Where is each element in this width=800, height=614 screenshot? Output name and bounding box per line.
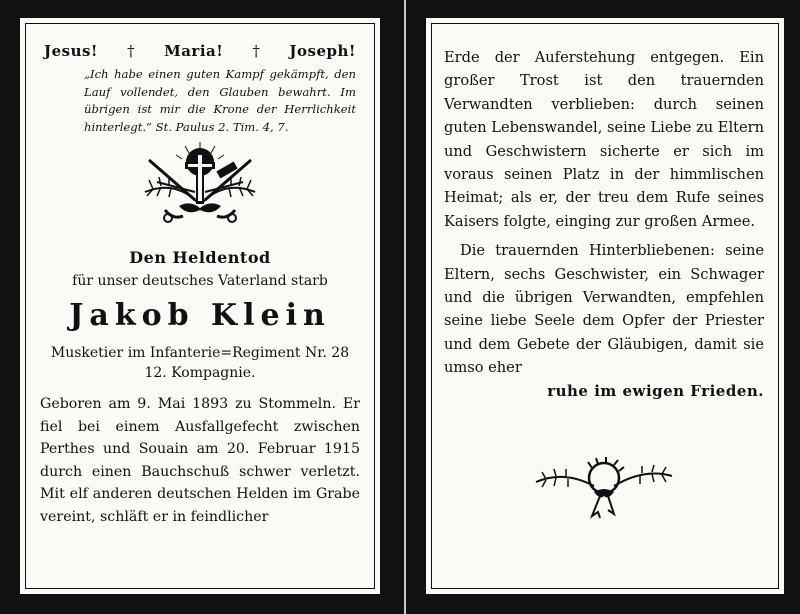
left-frame (25, 23, 375, 589)
right-frame (431, 23, 779, 589)
cross-icon: † (252, 42, 261, 60)
heading: Den Heldentod (129, 248, 271, 267)
cross-icon: † (127, 42, 136, 60)
invocation-jesus: Jesus! (44, 42, 99, 60)
right-card (406, 0, 800, 614)
quote-reference: St. Paulus 2. Tim. 4, 7. (155, 119, 289, 134)
rank (40, 343, 360, 383)
rank-line-2: 12. Kompagnie. (144, 365, 256, 381)
invocation (44, 42, 356, 60)
wreath-icon (534, 452, 674, 522)
biography-text: Geboren am 9. Mai 1893 zu Stommeln. Er fiel bei einem Ausfallgefecht zwischen Perthes und Souain am 20. Februar 1915 durch einen Bauchschuß schwer verletzt. Mit elf anderen deutschen Helden im Grabe vereint, schläft er in feindlicher (40, 396, 360, 525)
quote-text: „Ich habe einen guten Kampf gekämpft, den Lauf vollendet, den Glauben bewahrt. Im übrigen ist mir die Krone der Herrlichkeit hinterlegt.“ (84, 67, 356, 134)
deceased-name: Jakob Klein (69, 298, 331, 333)
rank-line-1: Musketier im Infanterie=Regiment Nr. 28 (50, 345, 350, 361)
invocation-maria: Maria! (164, 42, 224, 60)
paragraph-1: Erde der Auferstehung entgegen. Ein großer Trost ist den trauernden Verwandten verblieben: durch seinen guten Lebenswandel, seine Liebe zu Eltern und Geschwistern sicherte er sich im voraus seinen Platz in der himmlischen Heimat; als er, der treu dem Rufe seines Kaisers folgte, einging zur großen Armee. (444, 49, 764, 230)
closing-line: ruhe im ewigen Frieden. (547, 381, 764, 400)
bible-quote (84, 66, 356, 136)
left-paper (20, 18, 380, 594)
right-paper (426, 18, 784, 594)
subheading: für unser deutsches Vaterland starb (72, 273, 328, 289)
invocation-joseph: Joseph! (289, 42, 356, 60)
memorial-text (444, 46, 764, 380)
paragraph-2: Die trauernden Hinterbliebenen: seine Eltern, sechs Geschwister, ein Schwager und die übrigen Verwandten, empfehlen seine liebe Seele dem Opfer der Priester und dem Gebete der Gläubigen, damit sie umso eher (444, 242, 764, 377)
military-cross-emblem-icon (135, 140, 265, 226)
